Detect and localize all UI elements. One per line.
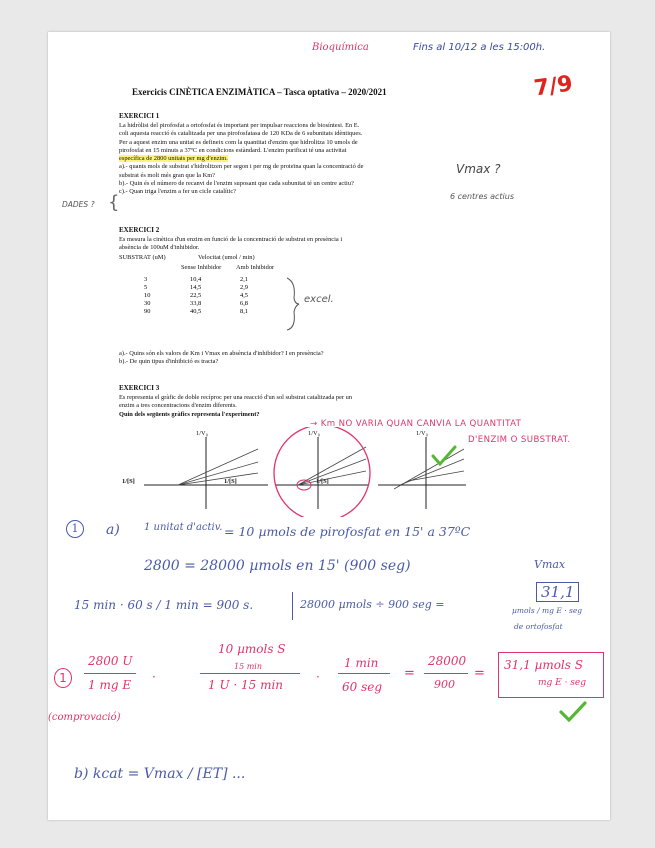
answer-b: b) kcat = Vmax / [ET] ... xyxy=(74,766,246,782)
comprovacio-note: (comprovació) xyxy=(48,712,121,723)
equals-2: = xyxy=(474,666,485,681)
g3-axis-y: 1/V₀ xyxy=(416,430,428,437)
table-row: 5 14,5 2,9 xyxy=(144,284,248,291)
ex1-heading: EXERCICI 1 xyxy=(119,112,160,120)
centres-note: 6 centres actius xyxy=(450,192,514,201)
ex2-col-velocitat: Velocitat (umol / min) xyxy=(198,254,255,261)
check-icon xyxy=(558,700,588,724)
ex3-heading: EXERCICI 3 xyxy=(119,384,160,392)
ex2-col-amb: Amb Inhibidor xyxy=(236,264,275,271)
graph-1 xyxy=(144,437,268,509)
ex2-heading: EXERCICI 2 xyxy=(119,226,160,234)
fraction1-den: 1 mg E xyxy=(88,678,132,692)
fraction2-mid: 15 min xyxy=(234,662,263,671)
answer-line3-right: 28000 µmols ÷ 900 seg = xyxy=(300,598,445,611)
ex2-col-substrat: SUBSTRAT (uM) xyxy=(119,254,166,261)
ex2-text: Es mesura la cinètica d'un enzim en funció de la concentració de substrat en presència i absència de 100uM d'inhibidor. xyxy=(119,236,343,252)
fraction3-den: 60 seg xyxy=(342,680,383,694)
pink-answer-number: 1 xyxy=(54,668,72,688)
fraction2-den: 1 U · 15 min xyxy=(208,678,284,692)
g1-axis-y: 1/V₀ xyxy=(196,430,208,437)
ex3-text: Es representa el gràfic de doble recíproc per una reacció d'un sol substrat catalitzada per un enzim a tres concentracions d'enzim diferents. Quin dels següents gràfics representa l'experiment? xyxy=(119,394,353,418)
unit-note-2: de ortofosfat xyxy=(514,622,563,631)
ex2-table xyxy=(144,276,256,316)
grade-mark: 7/9 xyxy=(532,71,575,102)
fraction3-bar xyxy=(338,673,390,674)
equals-1: = xyxy=(404,666,415,681)
vmax-label: Vmax xyxy=(534,558,566,571)
fraction1-num: 2800 U xyxy=(88,654,133,668)
g3-axis-x: 1/[S] xyxy=(316,478,329,485)
answer-line2: 2800 = 28000 µmols en 15' (900 seg) xyxy=(144,558,411,574)
g1-axis-x: 1/[S] xyxy=(122,478,135,485)
vmax-note: Vmax ? xyxy=(456,162,501,176)
km-note-line1: → Km NO VARIA QUAN CANVIA LA QUANTITAT xyxy=(310,419,522,429)
answer-line1: = 10 µmols de pirofosfat en 15' a 37ºC xyxy=(224,524,471,539)
check-icon xyxy=(430,444,458,468)
km-note-line2: D'ENZIM O SUBSTRAT. xyxy=(468,435,571,445)
fraction2-bar xyxy=(200,673,300,674)
dades-note: DADES ? xyxy=(62,200,95,209)
subject-note: Bioquímica xyxy=(312,42,369,53)
result-line2: mg E · seg xyxy=(538,678,587,688)
ex3-graphs xyxy=(108,427,468,517)
fraction4-bar xyxy=(424,673,468,674)
table-row: 30 33,8 6,8 xyxy=(144,300,248,307)
g2-axis-y: 1/V₀ xyxy=(308,430,320,437)
brace-mark: { xyxy=(108,192,120,213)
result-line1: 31,1 µmols S xyxy=(504,658,583,672)
page-title: Exercicis CINÈTICA ENZIMÀTICA – Tasca optativa – 2020/2021 xyxy=(132,87,387,97)
graph-2 xyxy=(276,437,368,509)
fraction4-num: 28000 xyxy=(428,654,467,668)
ex2-col-sense: Sense Inhibidor xyxy=(181,264,222,271)
answer-line3-left: 15 min · 60 s / 1 min = 900 s. xyxy=(74,598,254,612)
deadline-note: Fins al 10/12 a les 15:00h. xyxy=(413,42,546,53)
fraction4-den: 900 xyxy=(434,678,455,691)
times-2: · xyxy=(316,670,320,684)
document-page xyxy=(48,32,610,820)
ex2-questions: a).- Quins són els valors de Km i Vmax en absència d'inhibidor? I en presència? b).- De quin tipus d'inhibició es tracta? xyxy=(119,350,324,366)
unitat-label: 1 unitat d'activ. xyxy=(144,522,223,533)
divider xyxy=(292,592,293,620)
fraction1-bar xyxy=(84,673,136,674)
table-brace xyxy=(284,276,300,332)
answer-a-label: a) xyxy=(106,522,120,538)
table-row: 10 22,5 4,5 xyxy=(144,292,248,299)
g2-axis-x: 1/[S] xyxy=(224,478,237,485)
vmax-value-box: 31,1 xyxy=(536,582,579,602)
answer-number: 1 xyxy=(66,520,84,538)
table-row: 90 40,5 8,1 xyxy=(144,308,248,315)
excel-note: excel. xyxy=(304,294,334,305)
ex1-text: La hidròlisi del pirofosfat a ortofosfat és important per impulsar reaccions de biosíntesi. En E. coli aquesta reacció és catalitzada per una pirofosfatasa de 120 KDa de 6 subunitats idèntiques. Per a aquest enzim una unitat es defineix com la quantitat d'enzim que hidrolitza 10 umols de pirofosfat en 15 minuts a 37ºC en condicions estàndard. L'enzim purificat té una activitat específica de 2800 unitats per mg d'enzim. a).- quants mols de substrat s'hidrolitzen per segon i per mg de proteïna quan la concentració de substrat és molt més gran que la Km? b).- Quin és el número de recanvi de l'enzim suposant que cada subunitat té un centre actiu? c).- Quan triga l'enzim a fer un cicle catalític? xyxy=(119,122,364,196)
table-row: 3 10,4 2,1 xyxy=(144,276,248,283)
fraction2-num: 10 µmols S xyxy=(218,642,286,656)
fraction3-num: 1 min xyxy=(344,656,379,670)
times-1: · xyxy=(152,670,156,684)
unit-note-1: µmols / mg E · seg xyxy=(512,606,583,615)
